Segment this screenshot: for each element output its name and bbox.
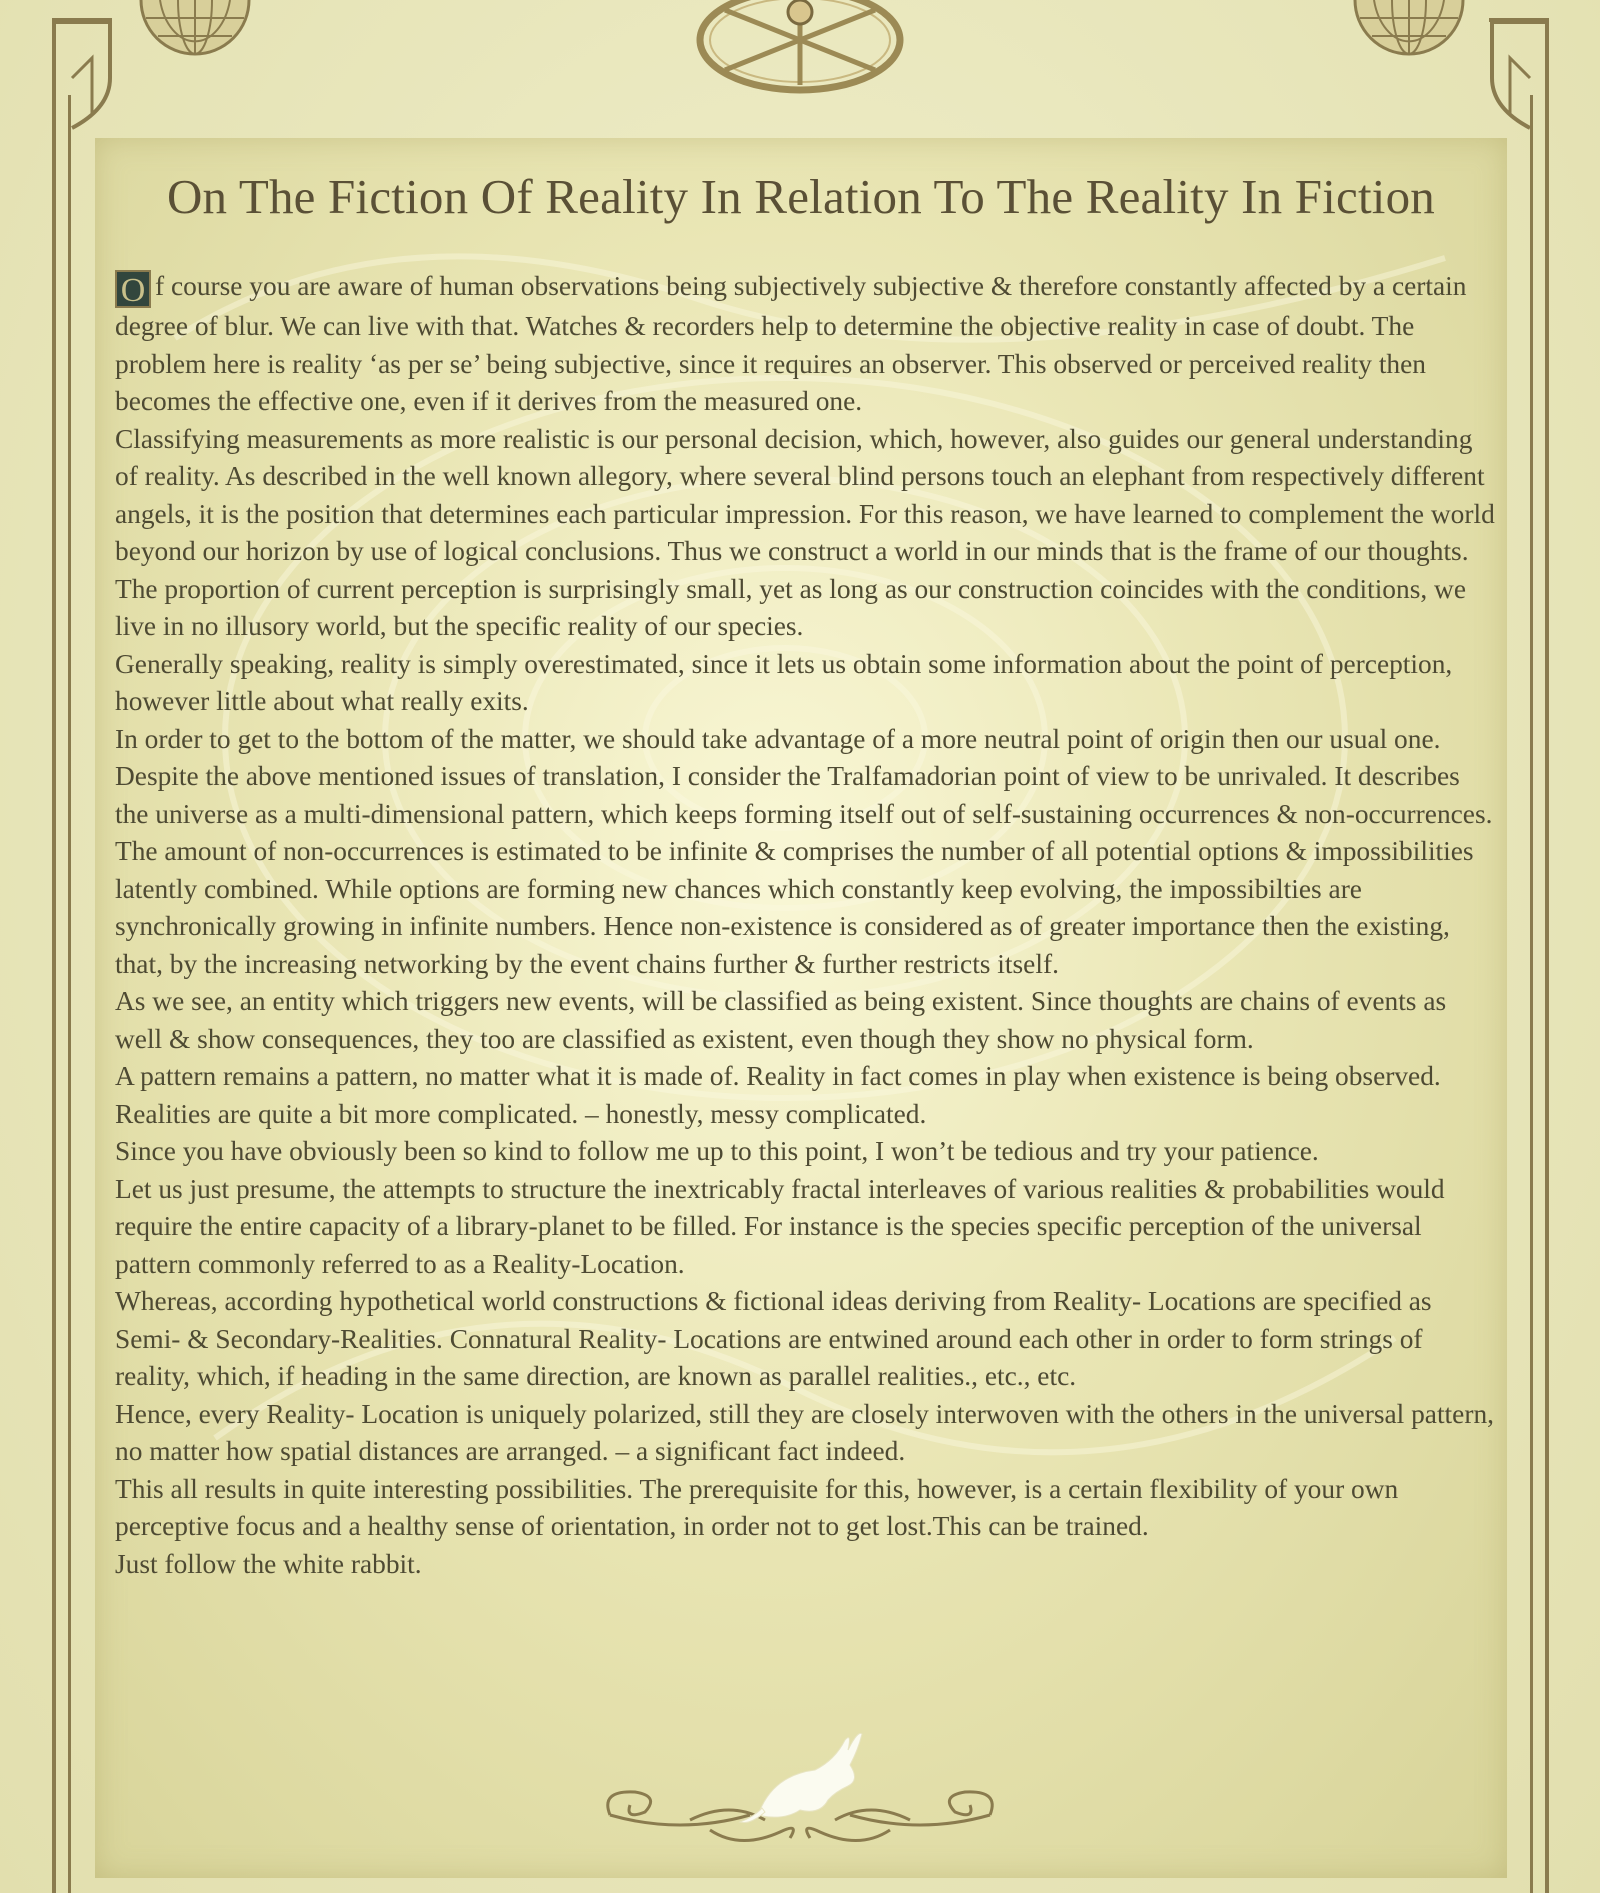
- page-title: On The Fiction Of Reality In Relation To The Reality In Fiction: [166, 169, 1436, 224]
- paragraph: Just follow the white rabbit.: [115, 1548, 422, 1579]
- white-rabbit-flourish-icon: [590, 1720, 1010, 1870]
- frame-border-left: [52, 20, 56, 1893]
- paragraph-text: f course you are aware of human observations being subjectively subjective & therefore constantly affected by a certain degree of blur. We can live with that. Watches & recorders help to determine the objective reality in case of doubt. The problem here is reality ‘as per se’ being subjective, since it requires an observer. This observed or perceived reality then becomes the effective one, even if it derives from the measured one.: [115, 271, 1467, 416]
- paragraph: This all results in quite interesting possibilities. The prerequisite for this, however, is a certain flexibility of your own perceptive focus and a healthy sense of orientation, in order not to get lost.This can be trained.: [115, 1473, 1399, 1541]
- paragraph: As we see, an entity which triggers new events, will be classified as being existent. Since thoughts are chains of events as well & show consequences, they too are classified as existent, even though they show no physical form.: [115, 986, 1447, 1054]
- frame-border-right: [1545, 20, 1549, 1893]
- frame-corner-left-icon: [52, 18, 122, 148]
- paragraph: Generally speaking, reality is simply overestimated, since it lets us obtain some information about the point of perception, however little about what really exits.: [115, 648, 1453, 716]
- gyroscope-icon: [695, 0, 905, 100]
- paragraph: Despite the above mentioned issues of translation, I consider the Tralfamadorian point of view to be unrivaled. It describes the universe as a multi-dimensional pattern, which keeps forming itself out of self-sustaining occurrences & non-occurrences. The amount of non-occurrences is estimated to be infinite & comprises the number of all potential options & impossibilities latently combined. While options are forming new chances which constantly keep evolving, the impossibilties are synchronically growing in infinite numbers. Hence non-existence is considered as of greater importance then the existing, that, by the increasing networking by the event chains further & further restricts itself.: [115, 761, 1493, 979]
- drop-cap: O: [115, 270, 151, 308]
- globe-icon: [138, 0, 253, 62]
- paragraph: Let us just presume, the attempts to structure the inextricably fractal interleaves of various realities & probabilities would require the entire capacity of a library-planet to be filled. For instance is the species specific perception of the universal pattern commonly referred to as a Reality-Location.: [115, 1173, 1445, 1279]
- frame-inner-border-left: [68, 95, 71, 1893]
- paragraph: Since you have obviously been so kind to follow me up to this point, I won’t be tedious and try your patience.: [115, 1136, 1319, 1166]
- paragraph: In order to get to the bottom of the matter, we should take advantage of a more neutral point of origin then our usual one.: [115, 723, 1441, 754]
- paragraph: A pattern remains a pattern, no matter what it is made of. Reality in fact comes in play when existence is being observed.: [115, 1061, 1441, 1091]
- paragraph: Hence, every Reality- Location is uniquely polarized, still they are closely interwoven with the others in the universal pattern, no matter how spatial distances are arranged. – a significant fact indeed.: [115, 1398, 1494, 1466]
- article-body: [115, 268, 1495, 1583]
- paragraph: [115, 268, 1495, 421]
- frame-corner-right-icon: [1480, 18, 1550, 148]
- paragraph: Realities are quite a bit more complicated. – honestly, messy complicated.: [115, 1098, 927, 1129]
- globe-icon: [1352, 0, 1467, 62]
- paragraph: Classifying measurements as more realistic is our personal decision, which, however, also guides our general understanding of reality. As described in the well known allegory, where several blind persons touch an elephant from respectively different angels, it is the position that determines each particular impression. For this reason, we have learned to complement the world beyond our horizon by use of logical conclusions. Thus we construct a world in our minds that is the frame of our thoughts.: [115, 423, 1495, 566]
- frame-inner-border-right: [1530, 95, 1533, 1893]
- paragraph: Whereas, according hypothetical world constructions & fictional ideas deriving from Reality- Locations are specified as Semi- & Secondary-Realities. Connatural Reality- Locations are entwined around each other in order to form strings of reality, which, if heading in the same direction, are known as parallel realities., etc., etc.: [115, 1286, 1432, 1391]
- paragraph: The proportion of current perception is surprisingly small, yet as long as our construction coincides with the conditions, we live in no illusory world, but the specific reality of our species.: [115, 573, 1466, 641]
